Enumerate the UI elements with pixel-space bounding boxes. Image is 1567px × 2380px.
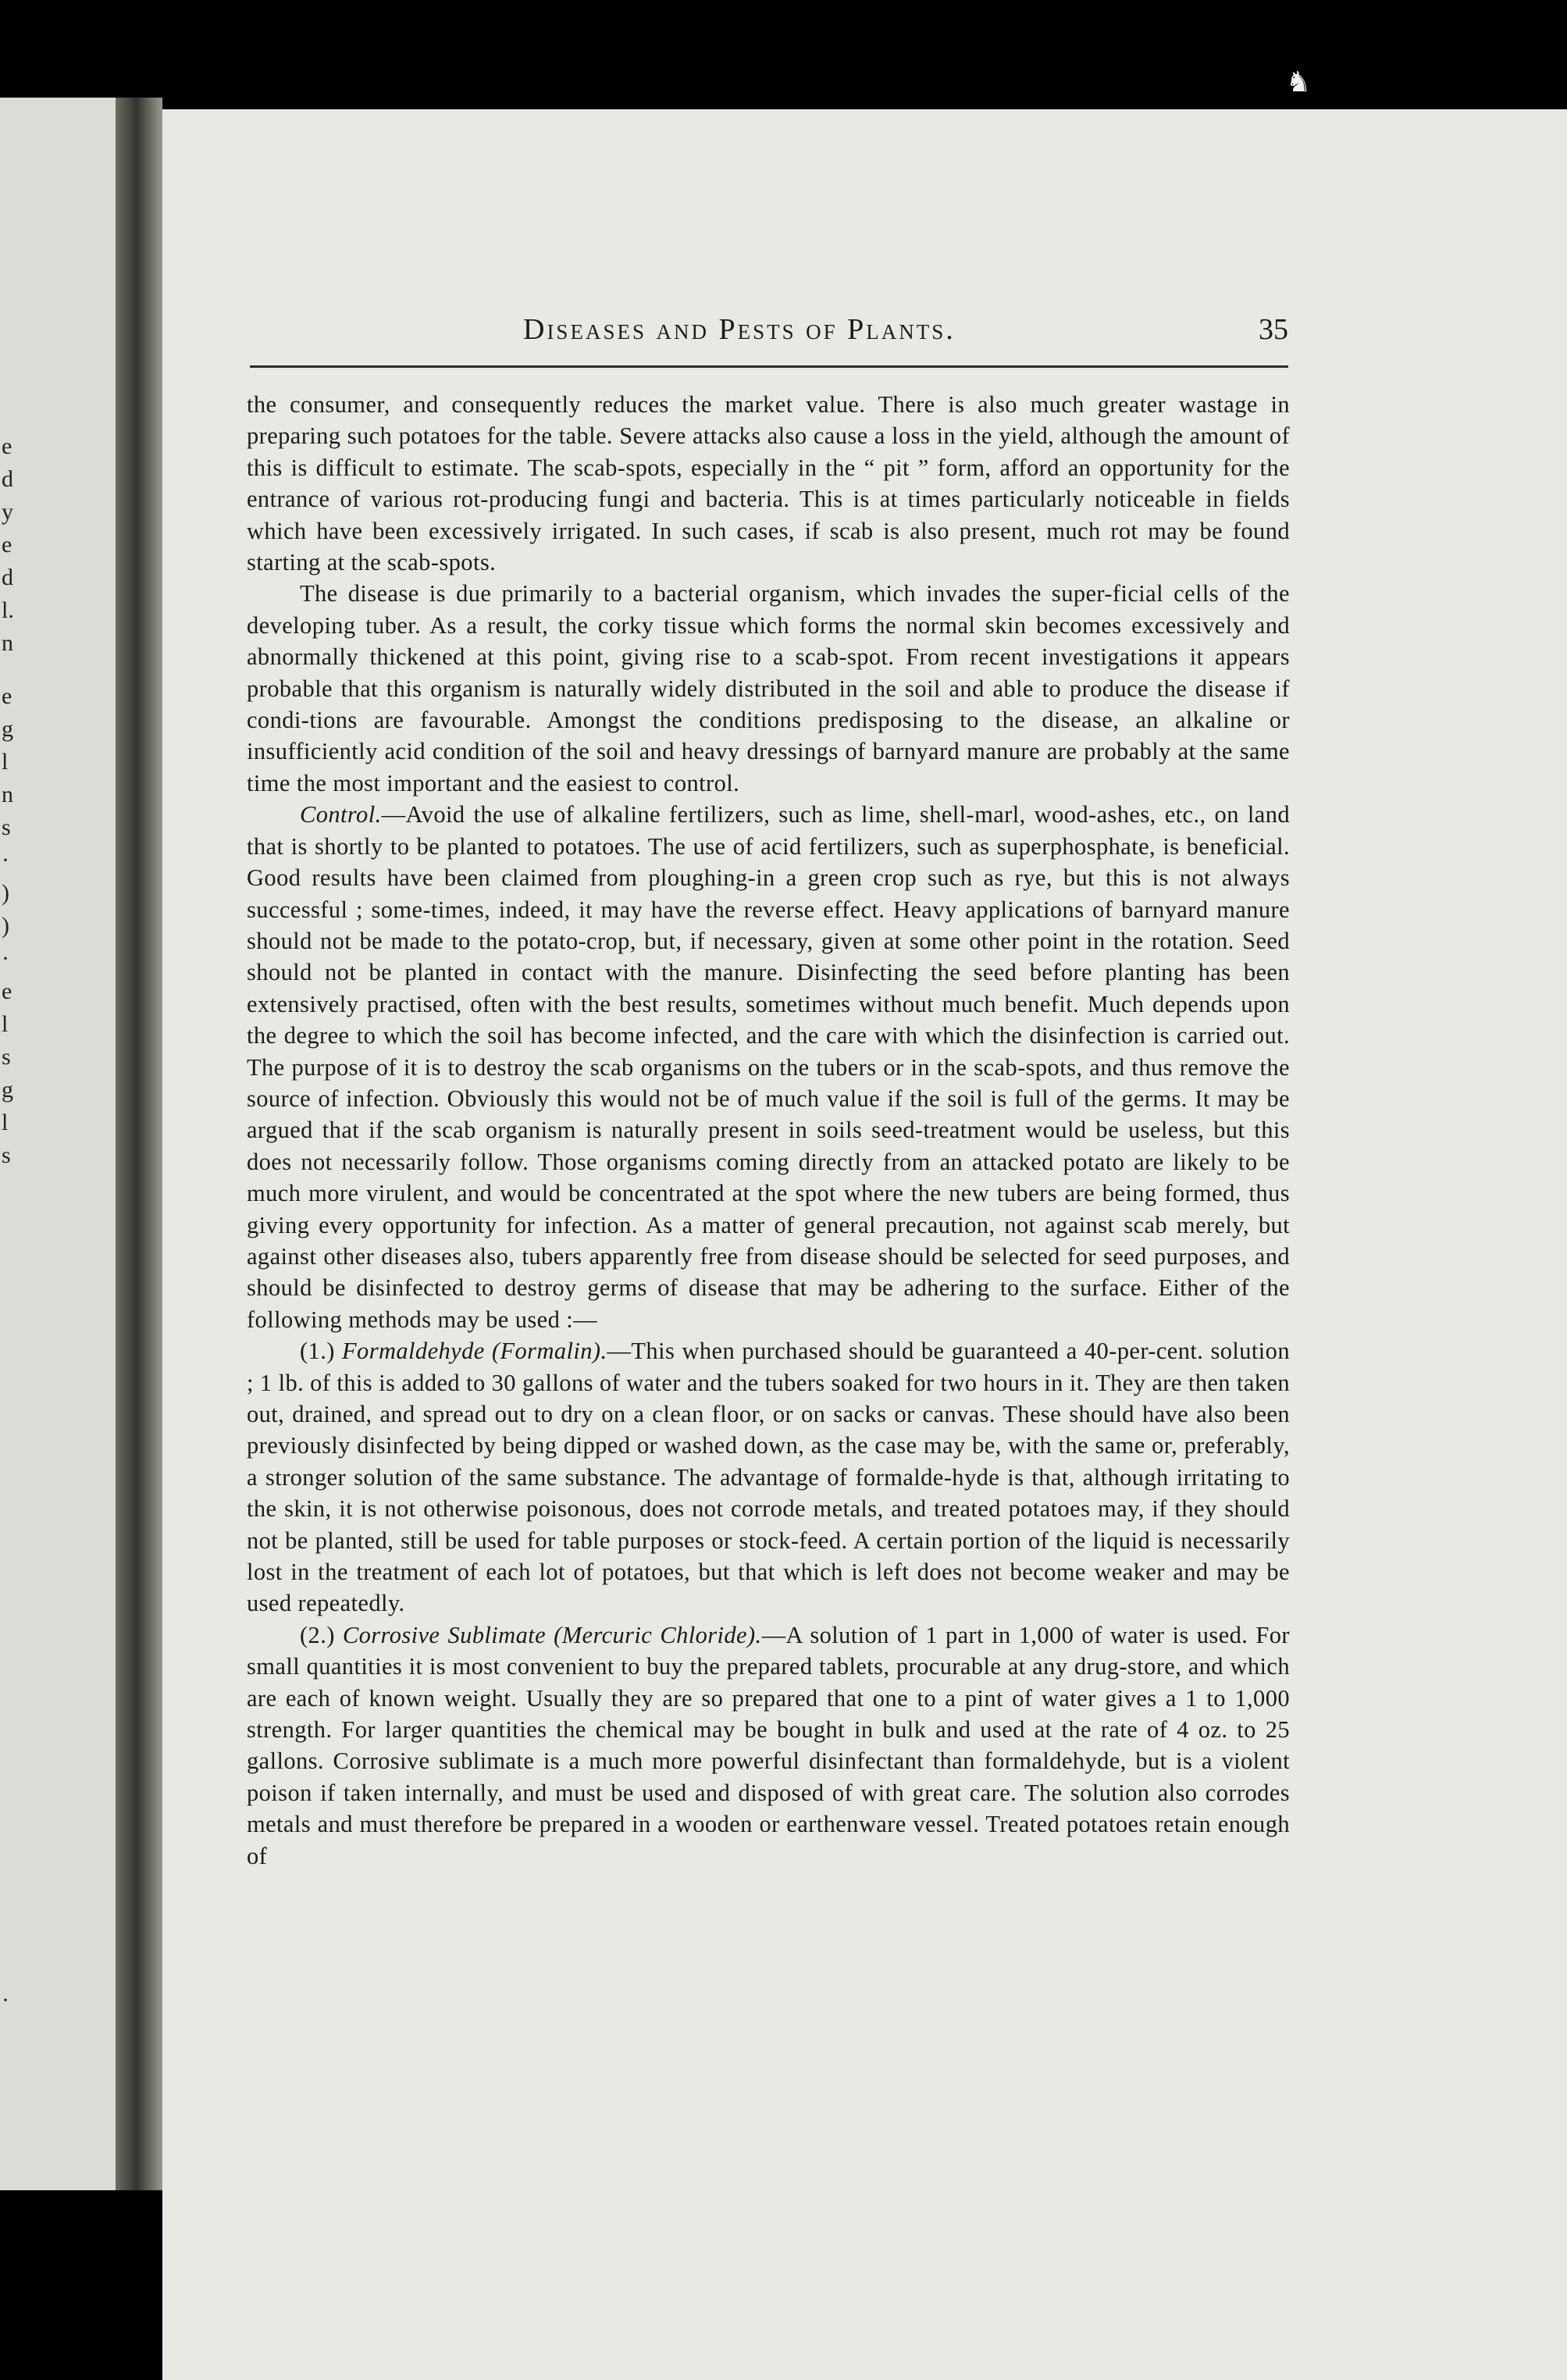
sublimate-heading: Corrosive Sublimate (Mercuric Chloride). [342,1621,762,1648]
facing-letter: e [2,683,12,709]
facing-letter: · [2,847,9,873]
running-title: Diseases and Pests of Plants. [523,313,956,346]
method-number: (1.) [300,1338,343,1365]
facing-letter: s [2,1044,11,1070]
formaldehyde-text: —This when purchased should be guaranteed a 40-per-cent. solution ; 1 lb. of this is added to 30 gallons of water and the tubers soaked for two hours in it. They are then taken out, drained, and spread out to dry on a clean floor, or on sacks or canvas. These should have also been previously disinfected by being dipped or washed down, as the case may be, with the same or, preferably, a stronger solution of the same substance. The advantage of formalde-hyde is that, although irritating to the skin, it is not otherwise poisonous, does not corrode metals, and treated potatoes may, if they should not be planted, still be used for table purposes or stock-feed. A certain portion of the liquid is necessarily lost in the treatment of each lot of potatoes, but that which is left does not become weaker and may be used repeatedly. [247,1338,1291,1617]
facing-letter: n [2,782,13,807]
facing-letter: e [2,433,12,459]
paragraph-continuation: the consumer, and consequently reduces the market value. There is also much greater wastage in preparing such potatoes for the table. Severe attacks also cause a loss in the yield, although the amount of this is difficult to estimate. The scab-spots, especially in the “ pit ” form, afford an opportunity for the entrance of various rot-producing fungi and bacteria. This is at times particularly noticeable in fields which have been excessively irrigated. In such cases, if scab is also present, much rot may be found starting at the scab-spots. [247,391,1290,576]
formaldehyde-heading: Formaldehyde (Formalin). [342,1338,607,1365]
control-heading: Control. [300,801,382,828]
running-head [250,312,1288,359]
facing-letter: · [2,946,9,971]
header-rule [250,365,1288,368]
facing-letter: l [2,749,9,775]
facing-letter: g [2,1077,13,1103]
facing-page-edge [0,98,116,2190]
facing-letter: ) [2,880,9,906]
facing-letter: e [2,532,12,558]
page-number: 35 [1259,313,1288,346]
corner-mark-icon: ♞ [1285,66,1312,98]
sublimate-text: —A solution of 1 part in 1,000 of water is used. For small quantities it is most convenient to buy the prepared tablets, procurable at any drug-store, and which are each of known weight. Usually they are so prepared that one to a pint of water gives a 1 to 1,000 strength. For larger quantities the chemical may be bought in bulk and used at the rate of 4 oz. to 25 gallons. Corrosive sublimate is a much more powerful disinfectant than formaldehyde, but is a violent poison if taken internally, and must be used and disposed of with great care. The solution also corrodes metals and must therefore be prepared in a wooden or earthenware vessel. Treated potatoes retain enough of [247,1621,1290,1869]
facing-letter: y [2,499,13,525]
facing-letter: l [2,1011,9,1037]
facing-letter: · [2,1987,9,2013]
facing-letter: s [2,1142,11,1168]
facing-letter: g [2,716,13,742]
control-text: —Avoid the use of alkaline fertilizers, such as lime, shell-marl, wood-ashes, etc., on land that is shortly to be planted to potatoes. The use of acid fertilizers, such as superphosphate, is beneficial. Good results have been claimed from ploughing-in a green crop such as rye, but this is not always successful ; some-times, indeed, it may have the reverse effect. Heavy applications of barnyard manure should not be made to the potato-crop, but, if necessary, given at some other point in the rotation. Seed should not be planted in contact with the manure. Disinfecting the seed before planting has been extensively practised, often with the best results, sometimes without much benefit. Much depends upon the degree to which the soil has become infected, and the care with which the disinfection is carried out. The purpose of it is to destroy the scab organisms on the tubers or in the scab-spots, and thus remove the source of infection. Obviously this would not be of much value if the soil is full of the germs. It may be argued that if the scab organism is naturally present in soils seed-treatment would be useless, but this does not necessarily follow. Those organisms coming directly from an attacked potato are likely to be much more virulent, and would be concentrated at the spot where the new tubers are being formed, thus giving every opportunity for infection. As a matter of general precaution, not against scab merely, but against other diseases also, tubers apparently free from disease should be selected for seed purposes, and should be disinfected to destroy germs of disease that may be adhering to the surface. Either of the following methods may be used :— [247,801,1290,1333]
book-gutter [116,98,162,2190]
facing-letter: l. [2,597,14,623]
body-text [247,389,1290,1872]
paragraph-cause: The disease is due primarily to a bacterial organism, which invades the super-ficial cells of the developing tuber. As a result, the corky tissue which forms the normal skin becomes excessively and abnormally thickened at this point, giving rise to a scab-spot. From recent investigations it appears probable that this organism is naturally widely distributed in the soil and able to produce the disease if condi-tions are favourable. Amongst the conditions predisposing to the disease, an alkaline or insufficiently acid condition of the soil and heavy dressings of barnyard manure are probably at the same time the most important and the easiest to control. [247,580,1290,796]
facing-letter: e [2,978,12,1004]
facing-letter: s [2,814,11,840]
paragraph-formaldehyde [247,1335,1290,1619]
paragraph-control [247,799,1290,1335]
paragraph-sublimate [247,1619,1290,1872]
facing-letter: n [2,630,13,656]
facing-letter: d [2,466,13,492]
facing-letter: ) [2,913,9,939]
method-number: (2.) [300,1621,343,1648]
facing-letter: d [2,565,13,590]
facing-letter: l [2,1110,9,1135]
